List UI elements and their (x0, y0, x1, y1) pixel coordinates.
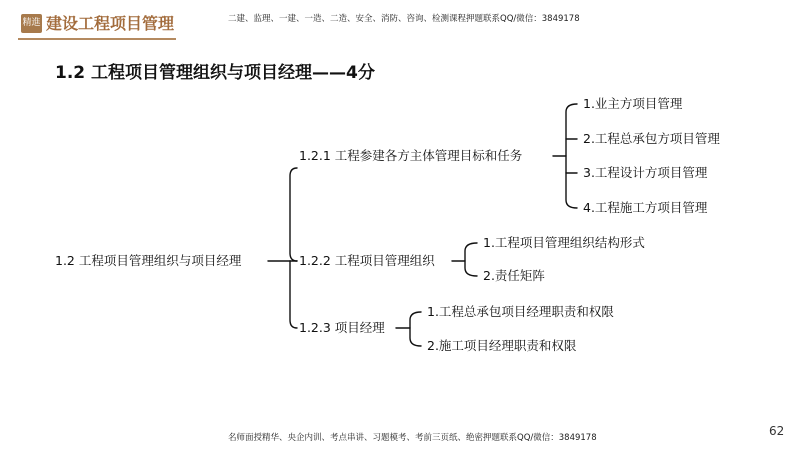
mindmap-root: 1.2 工程项目管理组织与项目经理 (55, 253, 242, 268)
mindmap-leaf: 1.工程总承包项目经理职责和权限 (427, 304, 614, 319)
mindmap-branch-3: 1.2.3 项目经理 (299, 320, 385, 335)
mindmap-leaf: 1.工程项目管理组织结构形式 (483, 235, 645, 250)
mindmap-leaf: 3.工程设计方项目管理 (583, 165, 708, 180)
page-number: 62 (769, 424, 785, 438)
mindmap-branch-1: 1.2.1 工程参建各方主体管理目标和任务 (299, 148, 523, 163)
connector-b1-child-1 (566, 104, 577, 208)
connector-b3-child-1 (410, 312, 421, 346)
connector-root-to-branch-3 (290, 261, 297, 328)
mindmap-leaf: 2.工程总承包方项目管理 (583, 131, 720, 146)
header-notice: 二建、监理、一建、一造、二造、安全、消防、咨询、检测课程押题联系QQ/微信：3849178 (228, 14, 580, 24)
brand-badge: 精進 (21, 14, 42, 33)
mindmap-leaf: 2.责任矩阵 (483, 268, 545, 283)
mindmap-leaf: 1.业主方项目管理 (583, 96, 683, 111)
mindmap-branch-2: 1.2.2 工程项目管理组织 (299, 253, 435, 268)
connector-root-to-branch-1 (290, 168, 297, 261)
mindmap-leaf: 2.施工项目经理职责和权限 (427, 338, 577, 353)
footer-notice: 名师面授精华、央企内训、考点串讲、习题模考、考前三页纸、绝密押题联系QQ/微信：3849178 (228, 433, 597, 443)
mindmap-leaf: 4.工程施工方项目管理 (583, 200, 708, 215)
connector-b2-child-1 (465, 243, 477, 276)
brand-title: 建设工程项目管理 (46, 14, 175, 33)
section-title: 1.2 工程项目管理组织与项目经理——4分 (55, 63, 375, 83)
